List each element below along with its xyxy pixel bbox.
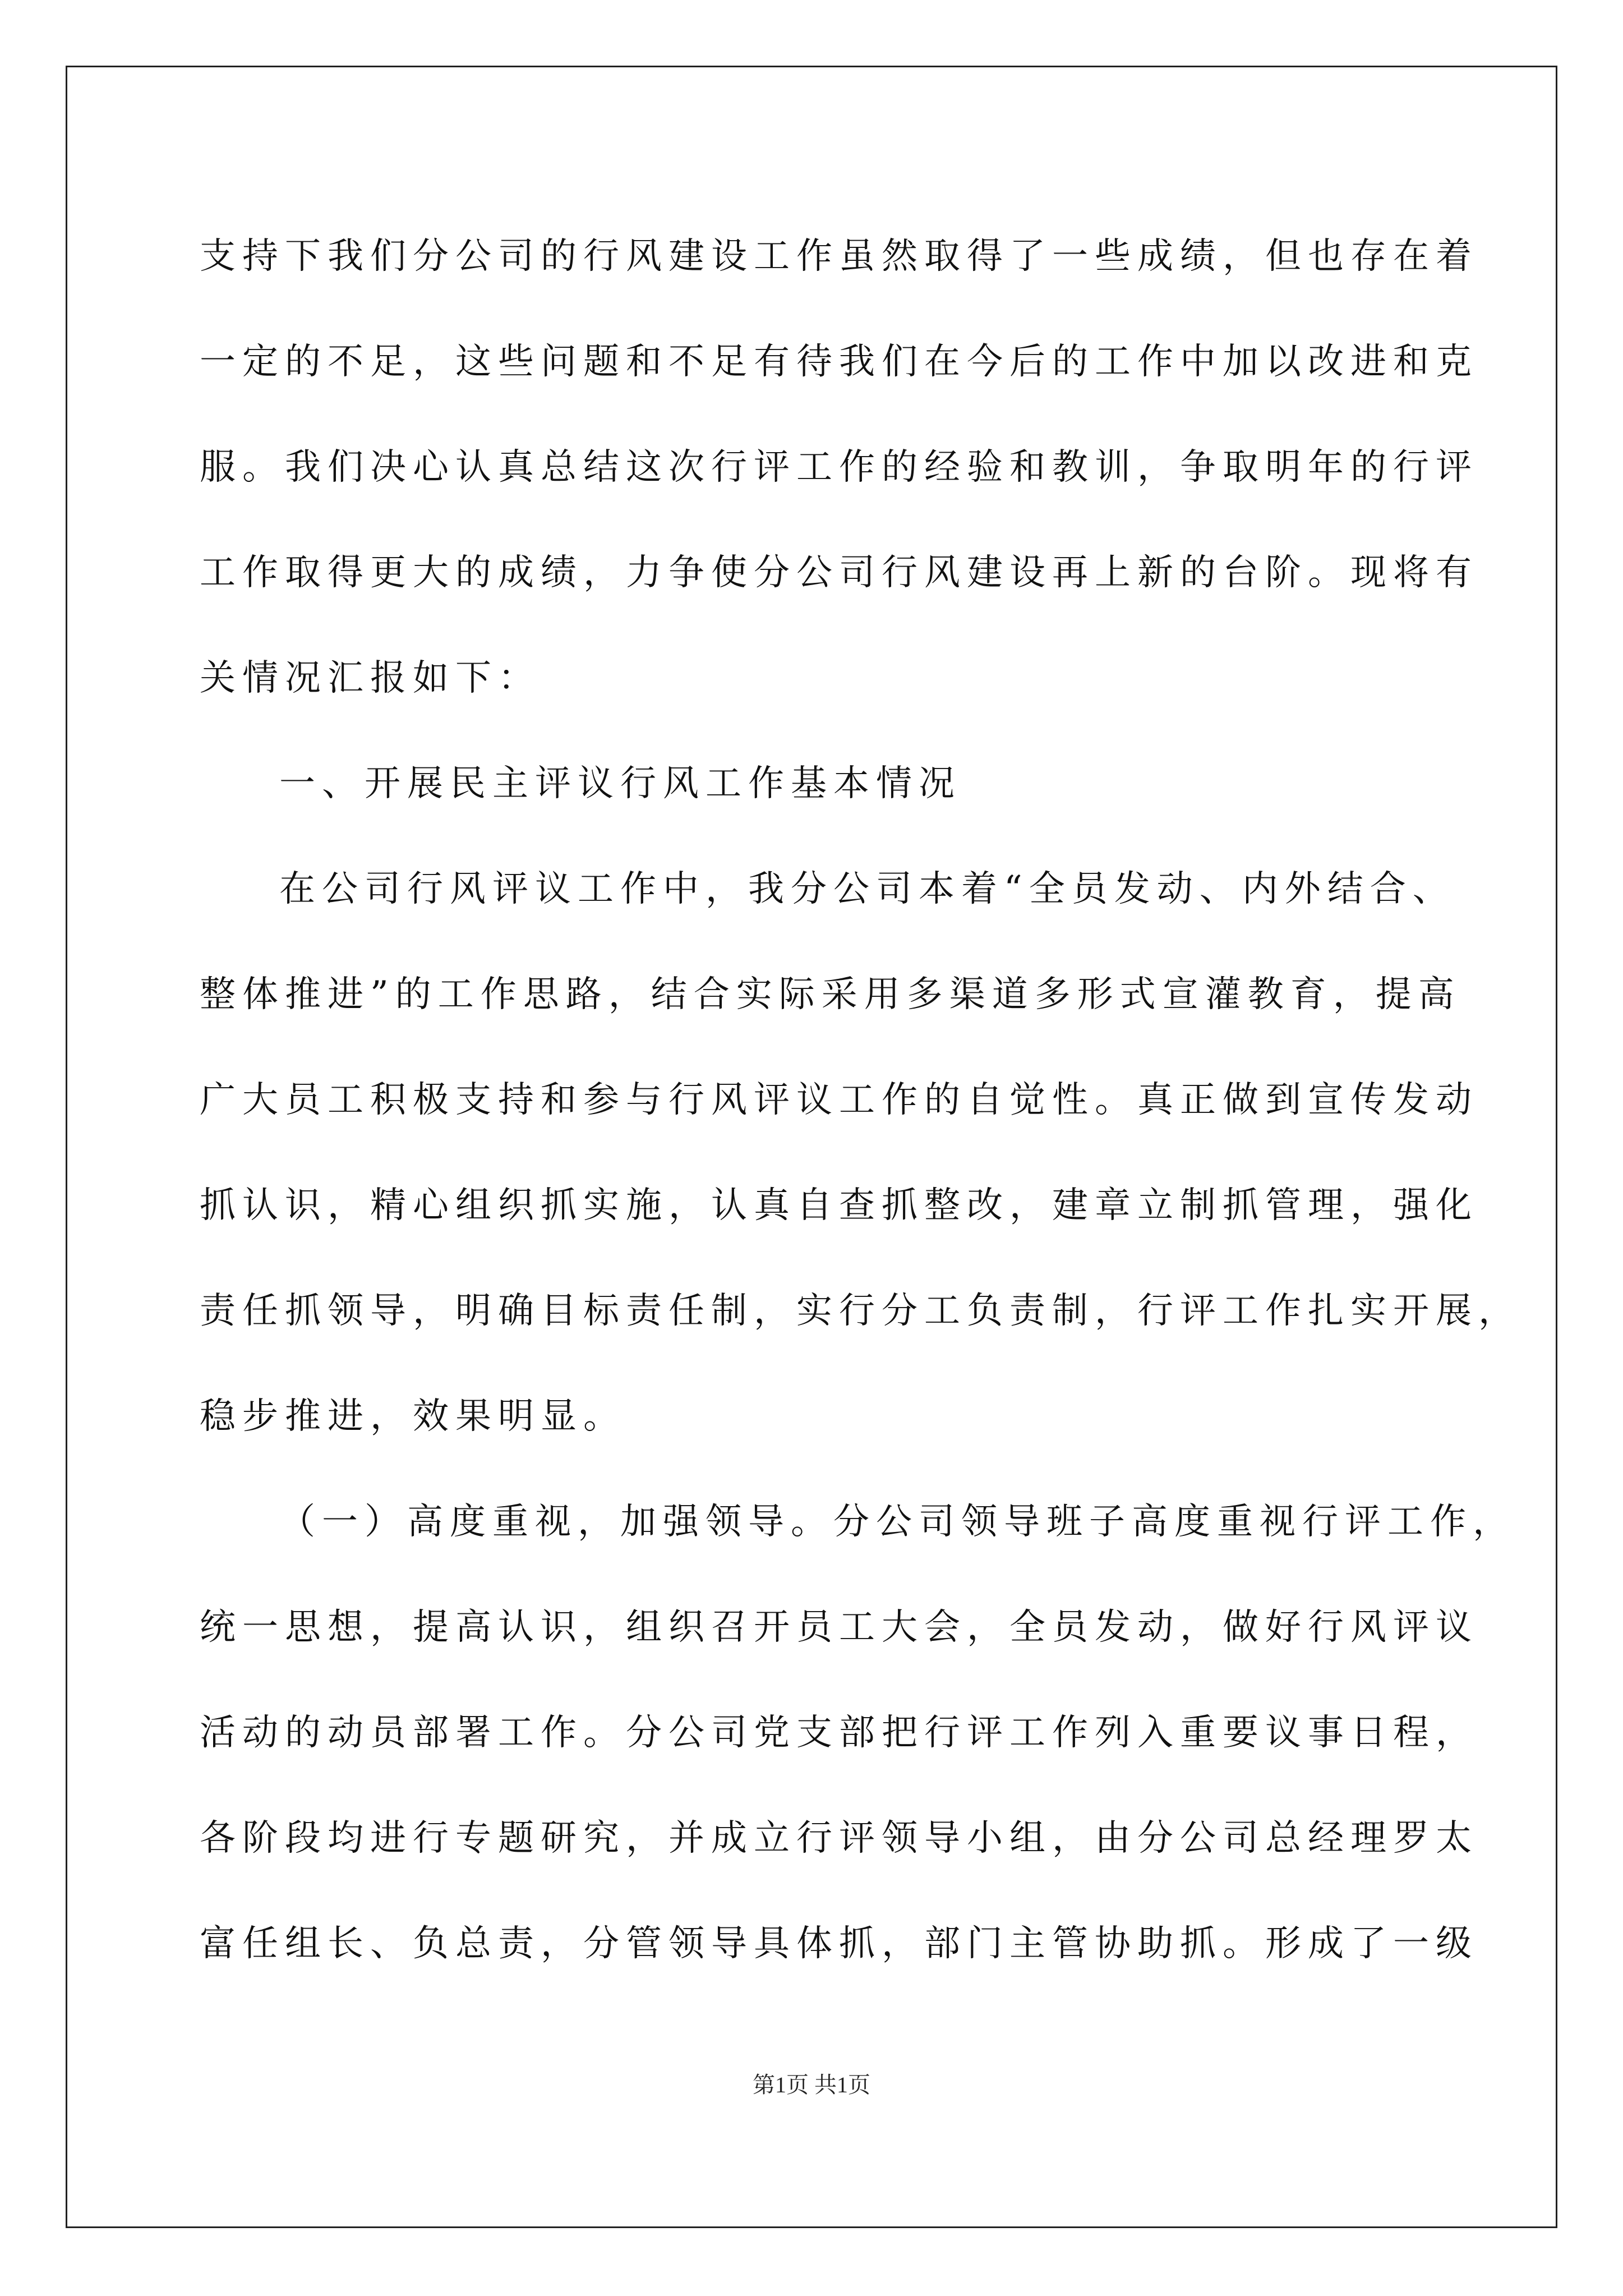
body-text-line-3: 服。我们决心认真总结这次行评工作的经验和教训，争取明年的行评: [200, 447, 1478, 488]
body-text-line-10: 抓认识，精心组织抓实施，认真自查抓整改，建章立制抓管理，强化: [200, 1185, 1478, 1226]
body-text-line-16: 各阶段均进行专题研究，并成立行评领导小组，由分公司总经理罗太: [200, 1818, 1478, 1859]
body-text-line-4: 工作取得更大的成绩，力争使分公司行风建设再上新的台阶。现将有: [200, 552, 1478, 593]
body-text-line-17: 富任组长、负总责，分管领导具体抓，部门主管协助抓。形成了一级: [200, 1923, 1478, 1964]
body-text-line-12: 稳步推进，效果明显。: [200, 1396, 626, 1437]
body-text-line-13: （一）高度重视，加强领导。分公司领导班子高度重视行评工作，: [279, 1501, 1515, 1543]
body-text-line-5: 关情况汇报如下：: [200, 657, 541, 699]
body-text-line-15: 活动的动员部署工作。分公司党支部把行评工作列入重要议事日程，: [200, 1712, 1478, 1754]
body-text-line-2: 一定的不足，这些问题和不足有待我们在今后的工作中加以改进和克: [200, 341, 1478, 383]
page-footer: 第1页 共1页: [753, 2072, 870, 2097]
page-border: [66, 66, 1557, 2228]
body-text-line-11: 责任抓领导，明确目标责任制，实行分工负责制，行评工作扎实开展，: [200, 1290, 1521, 1332]
body-text-line-9: 广大员工积极支持和参与行风评议工作的自觉性。真正做到宣传发动: [200, 1079, 1478, 1121]
body-text-line-7: 在公司行风评议工作中，我分公司本着“全员发动、内外结合、: [279, 868, 1455, 910]
section-heading: 一、开展民主评议行风工作基本情况: [279, 763, 961, 804]
body-text-line-8: 整体推进”的工作思路，结合实际采用多渠道多形式宣灌教育，提高: [200, 974, 1461, 1015]
body-text-line-1: 支持下我们分公司的行风建设工作虽然取得了一些成绩，但也存在着: [200, 236, 1478, 277]
body-text-line-14: 统一思想，提高认识，组织召开员工大会，全员发动，做好行风评议: [200, 1607, 1478, 1648]
